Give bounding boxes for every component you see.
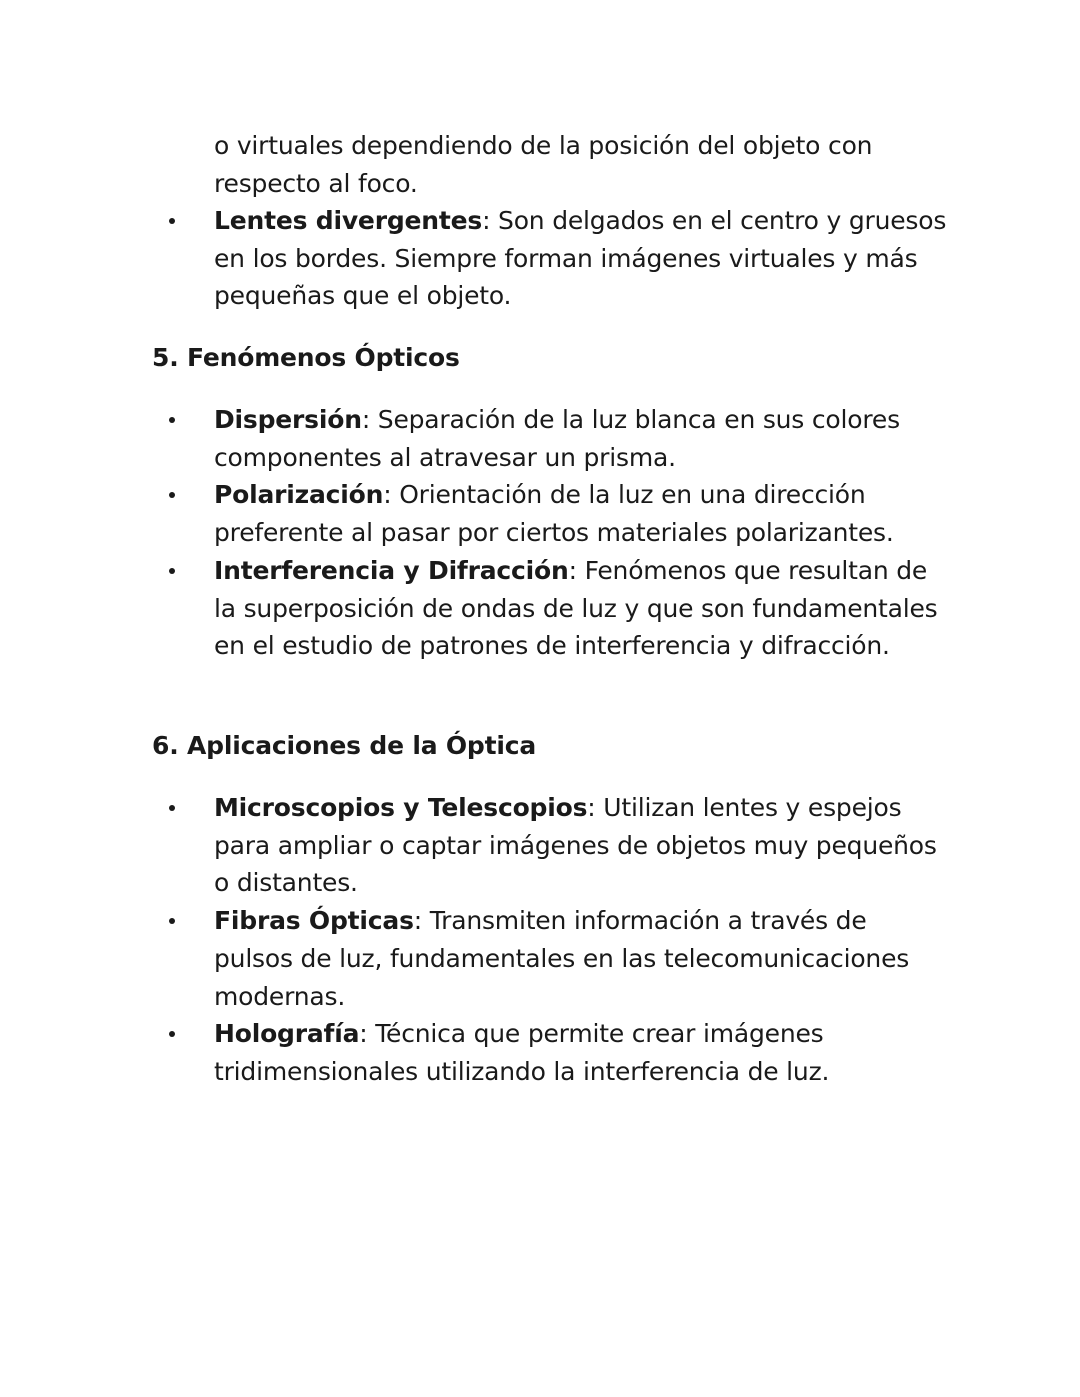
bullet-icon xyxy=(169,805,175,811)
term: Fibras Ópticas xyxy=(214,906,414,936)
description: : Técnica que permite crear imágenes tridimensionales utilizando la interferencia de luz. xyxy=(214,1019,830,1086)
bullet-icon xyxy=(169,417,175,423)
term: Lentes divergentes xyxy=(214,206,483,235)
description: : Separación de la luz blanca en sus colores componentes al atravesar un prisma. xyxy=(214,405,900,472)
term: Holografía xyxy=(214,1019,360,1049)
bullet-icon xyxy=(169,568,175,574)
list-item xyxy=(152,476,952,551)
section-heading-fenomenos: 5. Fenómenos Ópticos xyxy=(152,343,460,372)
description: : Fenómenos que resultan de la superposición de ondas de luz y que son fundamentales en el estudio de patrones de interferencia y difracción. xyxy=(214,555,938,661)
term: Dispersión xyxy=(214,405,362,434)
list-item xyxy=(152,401,952,476)
section-heading-aplicaciones: 6. Aplicaciones de la Óptica xyxy=(152,731,537,760)
description: : Son delgados en el centro y gruesos en los bordes. Siempre forman imágenes virtuales y más pequeñas que el objeto. xyxy=(214,206,947,311)
term: Microscopios y Telescopios xyxy=(214,793,588,822)
description: : Orientación de la luz en una dirección preferente al pasar por ciertos materiales polarizantes. xyxy=(214,480,894,548)
bullet-icon xyxy=(169,1031,175,1037)
term: Interferencia y Difracción xyxy=(214,555,569,585)
list-item xyxy=(152,789,952,902)
term: Polarización xyxy=(214,480,384,510)
fenomenos-list xyxy=(152,401,952,665)
bullet-icon xyxy=(169,918,175,924)
aplicaciones-list xyxy=(152,789,952,1091)
list-item xyxy=(152,552,952,665)
description: : Utilizan lentes y espejos para ampliar o captar imágenes de objetos muy pequeños o distantes. xyxy=(214,793,937,898)
description: : Transmiten información a través de pulsos de luz, fundamentales en las telecomunicaciones modernas. xyxy=(214,906,910,1011)
list-item xyxy=(152,902,952,1015)
bullet-icon xyxy=(169,492,175,498)
list-item xyxy=(152,202,952,315)
list-item xyxy=(152,1015,952,1090)
bullet-icon xyxy=(169,218,175,224)
lens-list xyxy=(152,202,952,315)
continuation-paragraph: o virtuales dependiendo de la posición del objeto con respecto al foco. xyxy=(214,131,873,198)
